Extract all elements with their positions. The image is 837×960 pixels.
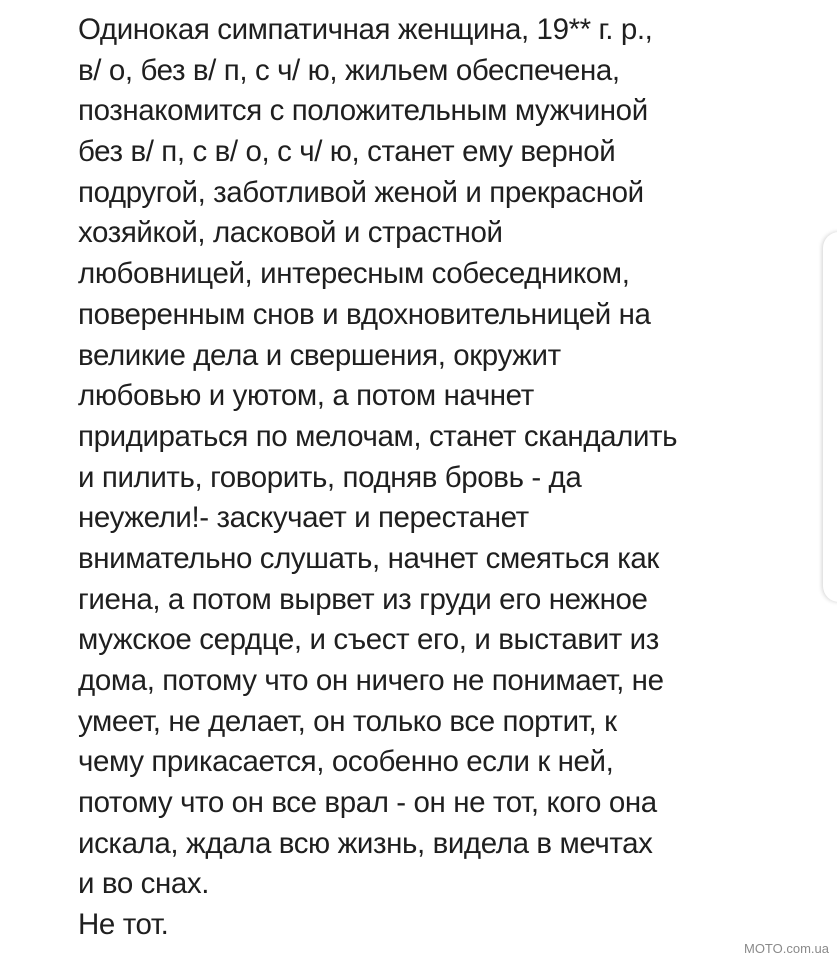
text-line: дома, потому что он ничего не понимает, не [78,664,664,697]
text-line: внимательно слушать, начнет смеяться как [78,541,659,575]
text-line: искала, ждала всю жизнь, видела в мечтах [78,826,653,860]
text-line: подругой, заботливой женой и прекрасной [78,175,644,209]
document-text [78,10,778,946]
text-line: гиена, а потом вырвет из груди его нежное [78,582,648,616]
text-line: мужское сердце, и съест его, и выставит из [78,623,659,657]
text-line: и во снах. [78,867,210,901]
text-line: потому что он все врал - он не тот, кого она [78,786,657,820]
text-line: без в/ п, с в/ о, с ч/ ю, станет ему верной [78,135,616,169]
text-line: любовью и уютом, а потом начнет [78,379,534,413]
text-line: Одинокая симпатичная женщина, 19** г. р., [78,13,653,46]
text-line: Не тот. [78,908,169,942]
watermark: MOTO.com.ua [743,941,829,956]
text-line: хозяйкой, ласковой и страстной [78,216,503,250]
text-line: умеет, не делает, он только все портит, к [78,704,617,738]
text-line: придираться по мелочам, станет скандалить [78,419,678,453]
edge-panel-handle[interactable] [823,232,837,602]
text-line: великие дела и свершения, окружит [78,338,561,372]
text-line: познакомится с положительным мужчиной [78,94,648,128]
text-line: в/ о, без в/ п, с ч/ ю, жильем обеспечена, [78,53,620,87]
text-line: чему прикасается, особенно если к ней, [78,745,614,779]
text-line: любовницей, интересным собеседником, [78,257,630,291]
text-line: и пилить, говорить, подняв бровь - да [78,460,582,494]
text-line: поверенным снов и вдохновительницей на [78,297,651,331]
text-line: неужели!- заскучает и перестанет [78,501,529,535]
